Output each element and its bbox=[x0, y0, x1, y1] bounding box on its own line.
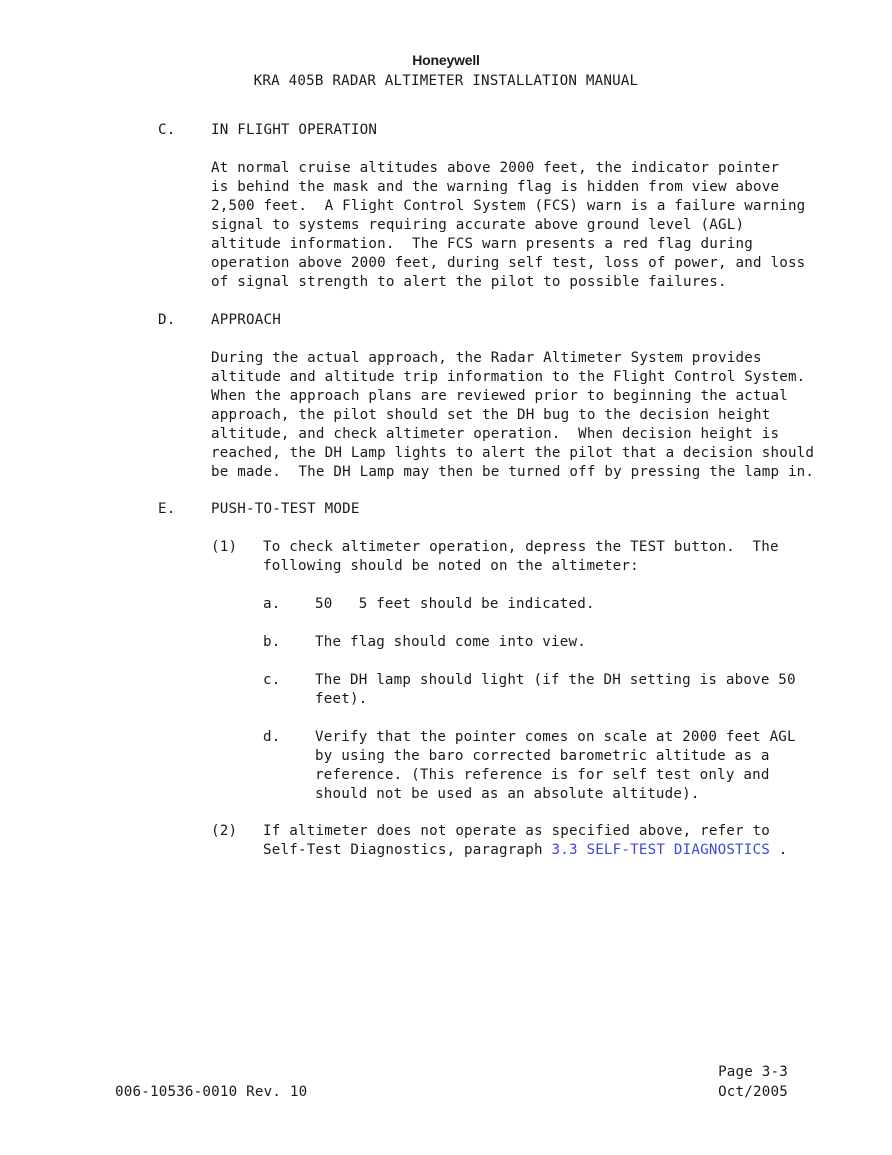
text-line: altitude, and check altimeter operation. When decision height is bbox=[211, 426, 780, 442]
text-line: reference. (This reference is for self test only and bbox=[315, 767, 770, 783]
text-fragment: . bbox=[770, 842, 788, 858]
text-line: The flag should come into view. bbox=[315, 634, 586, 650]
text-line: following should be noted on the altimeter: bbox=[263, 558, 639, 574]
text-line: altitude information. The FCS warn presents a red flag during bbox=[211, 236, 753, 252]
text-line: 50 5 feet should be indicated. bbox=[315, 596, 595, 612]
text-line: At normal cruise altitudes above 2000 feet, the indicator pointer bbox=[211, 160, 780, 176]
text-line: be made. The DH Lamp may then be turned off by pressing the lamp in. bbox=[211, 464, 815, 480]
text-line: is behind the mask and the warning flag is hidden from view above bbox=[211, 179, 780, 195]
text-line: operation above 2000 feet, during self test, loss of power, and loss bbox=[211, 255, 806, 271]
item-2-number: (2) bbox=[211, 823, 238, 839]
text-line: should not be used as an absolute altitude). bbox=[315, 786, 700, 802]
honeywell-logo: Honeywell bbox=[412, 52, 480, 68]
text-line: altitude and altitude trip information to the Flight Control System. bbox=[211, 369, 806, 385]
text-line bbox=[263, 841, 788, 860]
subitem-b-letter: b. bbox=[263, 634, 281, 650]
subitem-b-body bbox=[315, 633, 586, 652]
subitem-c-body bbox=[315, 671, 796, 709]
subitem-d-body bbox=[315, 728, 796, 804]
text-line: approach, the pilot should set the DH bug to the decision height bbox=[211, 407, 771, 423]
section-e-heading: PUSH-TO-TEST MODE bbox=[211, 501, 360, 517]
text-line: 2,500 feet. A Flight Control System (FCS) warn is a failure warning bbox=[211, 198, 806, 214]
subitem-a-body bbox=[315, 595, 595, 614]
section-d-letter: D. bbox=[158, 312, 176, 328]
text-line: To check altimeter operation, depress the TEST button. The bbox=[263, 539, 779, 555]
subitem-c-letter: c. bbox=[263, 672, 281, 688]
section-d-body bbox=[211, 349, 814, 482]
section-e-letter: E. bbox=[158, 501, 176, 517]
text-line: The DH lamp should light (if the DH setting is above 50 bbox=[315, 672, 796, 688]
self-test-diagnostics-link[interactable]: 3.3 SELF-TEST DIAGNOSTICS bbox=[551, 842, 771, 858]
text-line: During the actual approach, the Radar Altimeter System provides bbox=[211, 350, 762, 366]
text-line: of signal strength to alert the pilot to possible failures. bbox=[211, 274, 727, 290]
section-c-body bbox=[211, 159, 805, 292]
text-line: by using the baro corrected barometric altitude as a bbox=[315, 748, 770, 764]
section-c-heading: IN FLIGHT OPERATION bbox=[211, 122, 378, 138]
item-2-body bbox=[263, 822, 788, 860]
item-1-body bbox=[263, 538, 779, 576]
item-1-number: (1) bbox=[211, 539, 238, 555]
text-fragment: Self-Test Diagnostics, paragraph bbox=[263, 842, 552, 858]
document-number: 006-10536-0010 Rev. 10 bbox=[115, 1084, 308, 1100]
text-line: When the approach plans are reviewed prior to beginning the actual bbox=[211, 388, 788, 404]
page-number: Page 3-3 bbox=[718, 1064, 788, 1080]
subitem-d-letter: d. bbox=[263, 729, 281, 745]
text-line: signal to systems requiring accurate above ground level (AGL) bbox=[211, 217, 745, 233]
text-line: feet). bbox=[315, 691, 368, 707]
text-line: If altimeter does not operate as specified above, refer to bbox=[263, 823, 771, 839]
manual-title: KRA 405B RADAR ALTIMETER INSTALLATION MANUAL bbox=[253, 73, 639, 89]
text-line: reached, the DH Lamp lights to alert the pilot that a decision should bbox=[211, 445, 815, 461]
revision-date: Oct/2005 bbox=[718, 1084, 788, 1100]
text-line: Verify that the pointer comes on scale at 2000 feet AGL bbox=[315, 729, 796, 745]
section-d-heading: APPROACH bbox=[211, 312, 281, 328]
section-c-letter: C. bbox=[158, 122, 176, 138]
subitem-a-letter: a. bbox=[263, 596, 281, 612]
